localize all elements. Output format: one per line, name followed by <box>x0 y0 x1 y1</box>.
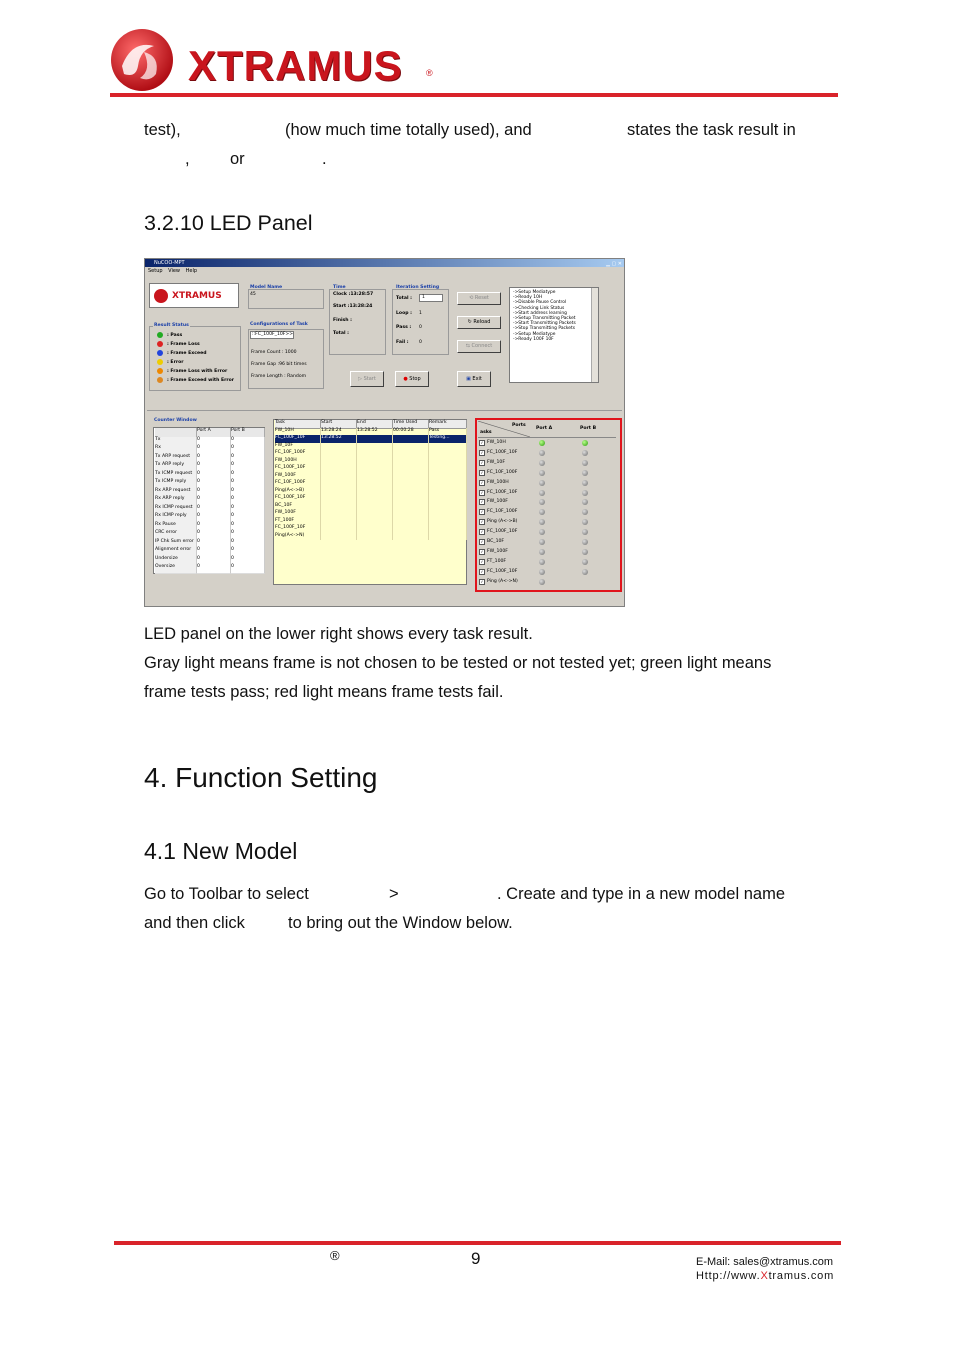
led-task-checkbox[interactable]: ✓ <box>480 469 484 475</box>
task-cell <box>357 495 393 503</box>
status-dot-icon <box>157 332 163 338</box>
counter-cell: Oversize <box>155 564 197 574</box>
task-cell: Ping(A<->B) <box>275 488 321 496</box>
counter-cell: Undersize <box>155 556 197 566</box>
task-cell <box>357 525 393 533</box>
footer-rule <box>114 1241 841 1245</box>
led-task-checkbox[interactable]: ✓ <box>480 449 484 455</box>
logo-registered: ® <box>426 68 433 78</box>
task-cell <box>357 435 393 443</box>
config-label: Configurations of Task <box>250 322 308 327</box>
task-cell <box>357 480 393 488</box>
led-header-port-b: Port B <box>580 426 597 431</box>
new-model-line1-c: . Create and type in a new model name <box>497 885 786 903</box>
counter-header-cell: Port B <box>231 428 265 438</box>
log-line: ->Setup Mediatype <box>513 331 556 337</box>
task-cell <box>429 525 467 533</box>
led-task-checkbox[interactable]: ✓ <box>480 479 484 485</box>
app-logo-box <box>149 283 239 308</box>
counter-cell: 0 <box>197 539 231 549</box>
task-cell <box>357 443 393 451</box>
counter-cell: 0 <box>231 488 265 498</box>
status-dot-icon <box>157 359 163 365</box>
counter-cell: 0 <box>231 564 265 574</box>
connect-button[interactable]: ⇆ Connect <box>457 340 501 353</box>
task-cell: FW_100F <box>275 473 321 481</box>
counter-cell: 0 <box>231 462 265 472</box>
led-task-checkbox[interactable]: ✓ <box>480 489 484 495</box>
task-cell <box>429 533 467 541</box>
new-model-line2-a: and then click <box>144 914 245 932</box>
led-task-checkbox[interactable]: ✓ <box>480 539 484 544</box>
task-cell: FC_100F_10F <box>275 435 321 443</box>
frame-length: Frame Length : Random <box>251 374 307 379</box>
task-cell <box>393 495 429 503</box>
task-cell: Ping(A<->N) <box>275 533 321 541</box>
task-cell <box>321 518 357 526</box>
task-cell: FW_100F <box>275 510 321 518</box>
time-label: Time <box>333 285 346 290</box>
task-cell <box>321 450 357 458</box>
task-cell <box>321 488 357 496</box>
task-cell <box>357 465 393 473</box>
log-line: ->Disable Pause Control <box>513 300 567 306</box>
task-cell <box>321 510 357 518</box>
task-cell <box>321 525 357 533</box>
task-cell: FT_100F <box>275 518 321 526</box>
app-screenshot <box>144 258 625 607</box>
section-heading-function-setting: 4. Function Setting <box>144 762 378 793</box>
task-table[interactable] <box>273 419 467 585</box>
reload-button[interactable]: ↻ Reload <box>457 316 501 329</box>
intro-line2-b: or <box>230 150 245 168</box>
intro-line1-a: test), <box>144 121 181 139</box>
counter-cell: 0 <box>197 437 231 447</box>
counter-cell: Tx ICMP reply <box>155 479 197 489</box>
frame-count: Frame Count : 1000 <box>251 350 297 355</box>
fail-value: 0 <box>419 340 422 345</box>
counter-cell: Tx <box>155 437 197 447</box>
counter-cell: Tx ICMP request <box>155 471 197 481</box>
counter-cell: 0 <box>197 462 231 472</box>
task-cell: FC_100F_10F <box>275 465 321 473</box>
task-cell <box>357 533 393 541</box>
task-cell <box>321 465 357 473</box>
counter-cell: Rx ICMP request <box>155 505 197 515</box>
task-cell <box>429 458 467 466</box>
loop-label: Loop : <box>396 311 412 316</box>
start-time-label: Start :13:28:24 <box>333 304 373 309</box>
counter-cell: 0 <box>197 530 231 540</box>
task-cell: Pass <box>429 428 467 436</box>
log-line: ->Start Transmitting Packets <box>513 321 576 327</box>
log-line: ->Setup Transmitting Packet <box>513 316 576 322</box>
task-cell: FC_100F_10F <box>275 495 321 503</box>
counter-cell: 0 <box>231 513 265 523</box>
task-cell <box>429 473 467 481</box>
counter-cell: 0 <box>197 505 231 515</box>
task-cell <box>393 488 429 496</box>
window-divider <box>147 410 622 411</box>
new-model-line1-a: Go to Toolbar to select <box>144 885 309 903</box>
task-cell: FW_10H <box>275 428 321 436</box>
intro-line1-b: (how much time totally used), and <box>285 121 532 139</box>
led-header-tasks: asks <box>480 430 492 435</box>
led-task-label: FC_100F_10F <box>487 489 518 495</box>
counter-cell: 0 <box>231 556 265 566</box>
task-cell <box>429 450 467 458</box>
iteration-label: Iteration Setting <box>396 285 440 290</box>
task-cell <box>393 450 429 458</box>
led-task-label: FC_100F_10F <box>487 529 518 535</box>
status-dot-icon <box>157 350 163 356</box>
task-cell: FW_100H <box>275 458 321 466</box>
footer-url-suffix: tramus.com <box>768 1270 835 1282</box>
task-cell <box>357 450 393 458</box>
task-cell: Testing... <box>429 435 467 443</box>
config-task-value: ::FC_100F_10F>> <box>252 332 294 337</box>
counter-cell: 0 <box>231 547 265 557</box>
counter-cell: 0 <box>197 479 231 489</box>
counter-cell: 0 <box>231 530 265 540</box>
section-heading-led-panel: 3.2.10 LED Panel <box>144 211 313 235</box>
pass-value: 0 <box>419 325 422 330</box>
counter-cell: 0 <box>231 445 265 455</box>
counter-cell: IP Chk Sum error <box>155 539 197 549</box>
led-task-label: FW_100H <box>487 479 509 485</box>
section-heading-new-model: 4.1 New Model <box>144 838 298 864</box>
stop-button[interactable]: ● Stop <box>395 371 429 387</box>
task-cell <box>321 473 357 481</box>
pass-label: Pass : <box>396 325 412 330</box>
led-task-checkbox[interactable]: ✓ <box>480 568 484 574</box>
counter-cell: 0 <box>197 522 231 532</box>
total-time-label: Total : <box>333 331 349 336</box>
task-cell <box>357 518 393 526</box>
counter-cell: 0 <box>197 513 231 523</box>
task-cell <box>429 488 467 496</box>
task-cell: BC_10F <box>275 503 321 511</box>
log-line: ->Setup Mediatype <box>513 290 556 295</box>
footer-url[interactable] <box>696 1270 834 1282</box>
led-task-checkbox[interactable]: ✓ <box>480 519 484 525</box>
task-cell <box>321 533 357 541</box>
app-logo-text: XTRAMUS <box>172 291 222 301</box>
task-header-cell: Start <box>321 420 357 429</box>
status-label: : Frame Loss <box>167 341 200 347</box>
counter-cell: 0 <box>231 496 265 506</box>
task-cell: 13:28:52 <box>321 435 357 443</box>
status-label: : Frame Exceed with Error <box>167 377 235 383</box>
led-task-label: FC_10F_100F <box>487 469 518 475</box>
logo-text: XTRAMUS <box>188 42 403 89</box>
task-cell <box>321 495 357 503</box>
task-cell <box>357 510 393 518</box>
finish-time-label: Finish : <box>333 318 352 323</box>
task-cell <box>393 518 429 526</box>
iter-total-value: 1 <box>422 295 425 300</box>
task-cell: FW_10F <box>275 443 321 451</box>
intro-line2-a: , <box>185 150 190 168</box>
footer-url-x: X <box>760 1270 769 1282</box>
counter-cell: 0 <box>197 556 231 566</box>
counter-cell: Tx ARP reply <box>155 462 197 472</box>
led-task-label: FC_100F_10F <box>487 568 518 574</box>
task-cell <box>429 443 467 451</box>
page-number: 9 <box>471 1249 481 1268</box>
led-task-label: FC_10F_100F <box>487 509 518 515</box>
log-window[interactable] <box>509 287 599 383</box>
led-task-checkbox[interactable]: ✓ <box>480 509 484 515</box>
log-line: ->Stop Transmitting Packets <box>513 326 576 332</box>
iter-total-input[interactable] <box>419 294 443 302</box>
counter-cell: 0 <box>231 454 265 464</box>
new-model-line1-b: > <box>389 885 399 903</box>
status-dot-icon <box>157 341 163 347</box>
counter-cell: 0 <box>231 479 265 489</box>
led-panel-highlight <box>475 418 622 592</box>
intro-line2-c: . <box>322 150 327 168</box>
led-task-checkbox[interactable]: ✓ <box>480 578 484 584</box>
task-cell <box>393 533 429 541</box>
log-line: ->Ready 10H <box>513 295 543 301</box>
counter-cell: Rx ARP request <box>155 488 197 498</box>
task-cell <box>393 480 429 488</box>
status-label: : Frame Loss with Error <box>167 368 228 374</box>
counter-cell: 0 <box>197 564 231 574</box>
counter-window-label: Counter Window <box>154 418 197 423</box>
task-cell <box>321 443 357 451</box>
log-scrollbar[interactable] <box>591 288 598 382</box>
task-cell <box>429 503 467 511</box>
led-task-label: BC_10F <box>487 539 505 544</box>
task-cell <box>429 495 467 503</box>
task-cell <box>393 503 429 511</box>
led-desc-line2: Gray light means frame is not chosen to be tested or not tested yet; green light means <box>144 654 772 672</box>
intro-line1-c: states the task result in <box>627 121 796 139</box>
counter-cell: 0 <box>231 471 265 481</box>
task-cell <box>393 465 429 473</box>
led-task-checkbox[interactable]: ✓ <box>480 440 484 445</box>
iter-total-label: Total : <box>396 296 412 301</box>
task-cell <box>393 443 429 451</box>
counter-cell: 0 <box>231 522 265 532</box>
frame-gap: Frame Gap :96 bit times <box>251 362 307 367</box>
log-line: ->Start address learning <box>513 310 567 316</box>
task-cell <box>393 435 429 443</box>
log-lines <box>513 290 595 342</box>
counter-cell: 0 <box>197 454 231 464</box>
led-task-checkbox[interactable]: ✓ <box>480 558 484 564</box>
footer-url-prefix: Http://www. <box>696 1270 761 1282</box>
led-desc-line3: frame tests pass; red light means frame tests fail. <box>144 683 504 701</box>
status-dot-icon <box>157 377 163 383</box>
task-header-cell: Task <box>275 420 321 429</box>
counter-header-cell: Port A <box>197 428 231 438</box>
task-cell <box>429 518 467 526</box>
new-model-line2-b: to bring out the Window below. <box>288 914 513 932</box>
led-task-label: Ping (A<->B) <box>487 519 518 525</box>
task-cell: 00:00:28 <box>393 428 429 436</box>
log-line: ->Ready 100F 10F <box>513 336 554 342</box>
model-name-value: 45 <box>250 292 256 297</box>
led-desc-line1: LED panel on the lower right shows every task result. <box>144 625 533 643</box>
status-label: : Error <box>167 359 184 365</box>
task-cell <box>321 480 357 488</box>
task-cell: 13:28:52 <box>357 428 393 436</box>
status-label: : Pass <box>167 332 183 338</box>
counter-cell: 0 <box>197 488 231 498</box>
task-cell <box>429 510 467 518</box>
exit-button[interactable]: ▣ Exit <box>457 371 491 387</box>
menu-view[interactable]: View <box>168 268 181 274</box>
menu-help[interactable]: Help <box>185 268 198 274</box>
window-titlebar <box>145 259 624 267</box>
task-cell: FC_100F_10F <box>275 525 321 533</box>
counter-cell: 0 <box>197 471 231 481</box>
model-name-label: Model Name <box>250 285 283 290</box>
status-dot-icon <box>157 368 163 374</box>
stop-icon: ● <box>403 376 408 382</box>
counter-cell: 0 <box>197 496 231 506</box>
task-cell <box>321 503 357 511</box>
task-cell <box>357 488 393 496</box>
counter-table <box>153 427 265 574</box>
reset-button[interactable]: ⟲ Reset <box>457 292 501 305</box>
counter-cell: Rx <box>155 445 197 455</box>
task-cell <box>321 458 357 466</box>
counter-cell: Tx ARP request <box>155 454 197 464</box>
result-status-label: Result Status <box>154 323 189 328</box>
counter-cell: 0 <box>231 505 265 515</box>
led-task-label: FW_100F <box>487 499 508 505</box>
task-header-cell: Remark <box>429 420 467 429</box>
counter-cell: 0 <box>197 445 231 455</box>
task-cell <box>393 458 429 466</box>
exit-icon: ▣ <box>466 376 471 382</box>
loop-value: 1 <box>419 311 422 316</box>
led-task-label: FW_100F <box>487 548 508 554</box>
led-task-checkbox[interactable]: ✓ <box>480 499 484 505</box>
led-task-label: FW_10F <box>487 459 505 465</box>
task-cell: 13:28:24 <box>321 428 357 436</box>
log-line: ->Checking Link Status <box>513 305 565 311</box>
led-task-label: FT_100F <box>487 558 507 564</box>
clock-label: Clock :13:28:57 <box>333 292 374 297</box>
task-cell <box>393 525 429 533</box>
task-header-cell: End <box>357 420 393 429</box>
fail-label: Fail : <box>396 340 409 345</box>
task-cell <box>357 458 393 466</box>
led-header-ports: Ports <box>512 423 526 428</box>
led-task-label: FC_100F_10F <box>487 449 518 455</box>
status-label: : Frame Exceed <box>167 350 207 356</box>
header-logo <box>110 26 440 94</box>
led-task-checkbox[interactable]: ✓ <box>480 459 484 465</box>
led-header-port-a: Port A <box>536 426 553 431</box>
counter-cell: Rx Pause <box>155 522 197 532</box>
led-task-checkbox[interactable]: ✓ <box>480 548 484 554</box>
task-cell <box>429 480 467 488</box>
footer-email: E-Mail: sales@xtramus.com <box>696 1256 834 1268</box>
menubar <box>145 268 197 275</box>
app-logo-icon <box>154 289 168 303</box>
task-cell <box>429 465 467 473</box>
config-task-field <box>250 331 294 339</box>
model-name-box <box>248 289 324 309</box>
led-task-label: Ping (A<->N) <box>487 578 518 584</box>
task-header-cell: Time Used <box>393 420 429 429</box>
task-cell <box>393 473 429 481</box>
task-cell: FC_10F_100F <box>275 450 321 458</box>
counter-cell: Alignment error <box>155 547 197 557</box>
task-cell <box>393 510 429 518</box>
counter-cell: CRC error <box>155 530 197 540</box>
led-task-label: FW_10H <box>487 440 506 445</box>
counter-cell: 0 <box>231 437 265 447</box>
task-cell <box>357 473 393 481</box>
counter-cell: 0 <box>197 547 231 557</box>
window-controls: ▁ ▢ ✕ <box>606 261 622 267</box>
header-rule <box>110 93 838 97</box>
led-task-checkbox[interactable]: ✓ <box>480 529 484 535</box>
window-title: NuCOO-MPT <box>154 260 185 266</box>
counter-cell: Rx ICMP reply <box>155 513 197 523</box>
counter-cell: 0 <box>231 539 265 549</box>
footer-registered: ® <box>330 1248 340 1263</box>
menu-setup[interactable]: Setup <box>148 268 163 274</box>
task-cell: FC_10F_100F <box>275 480 321 488</box>
counter-cell: Rx ARP reply <box>155 496 197 506</box>
start-button[interactable]: ▷ Start <box>350 371 384 387</box>
task-cell <box>357 503 393 511</box>
